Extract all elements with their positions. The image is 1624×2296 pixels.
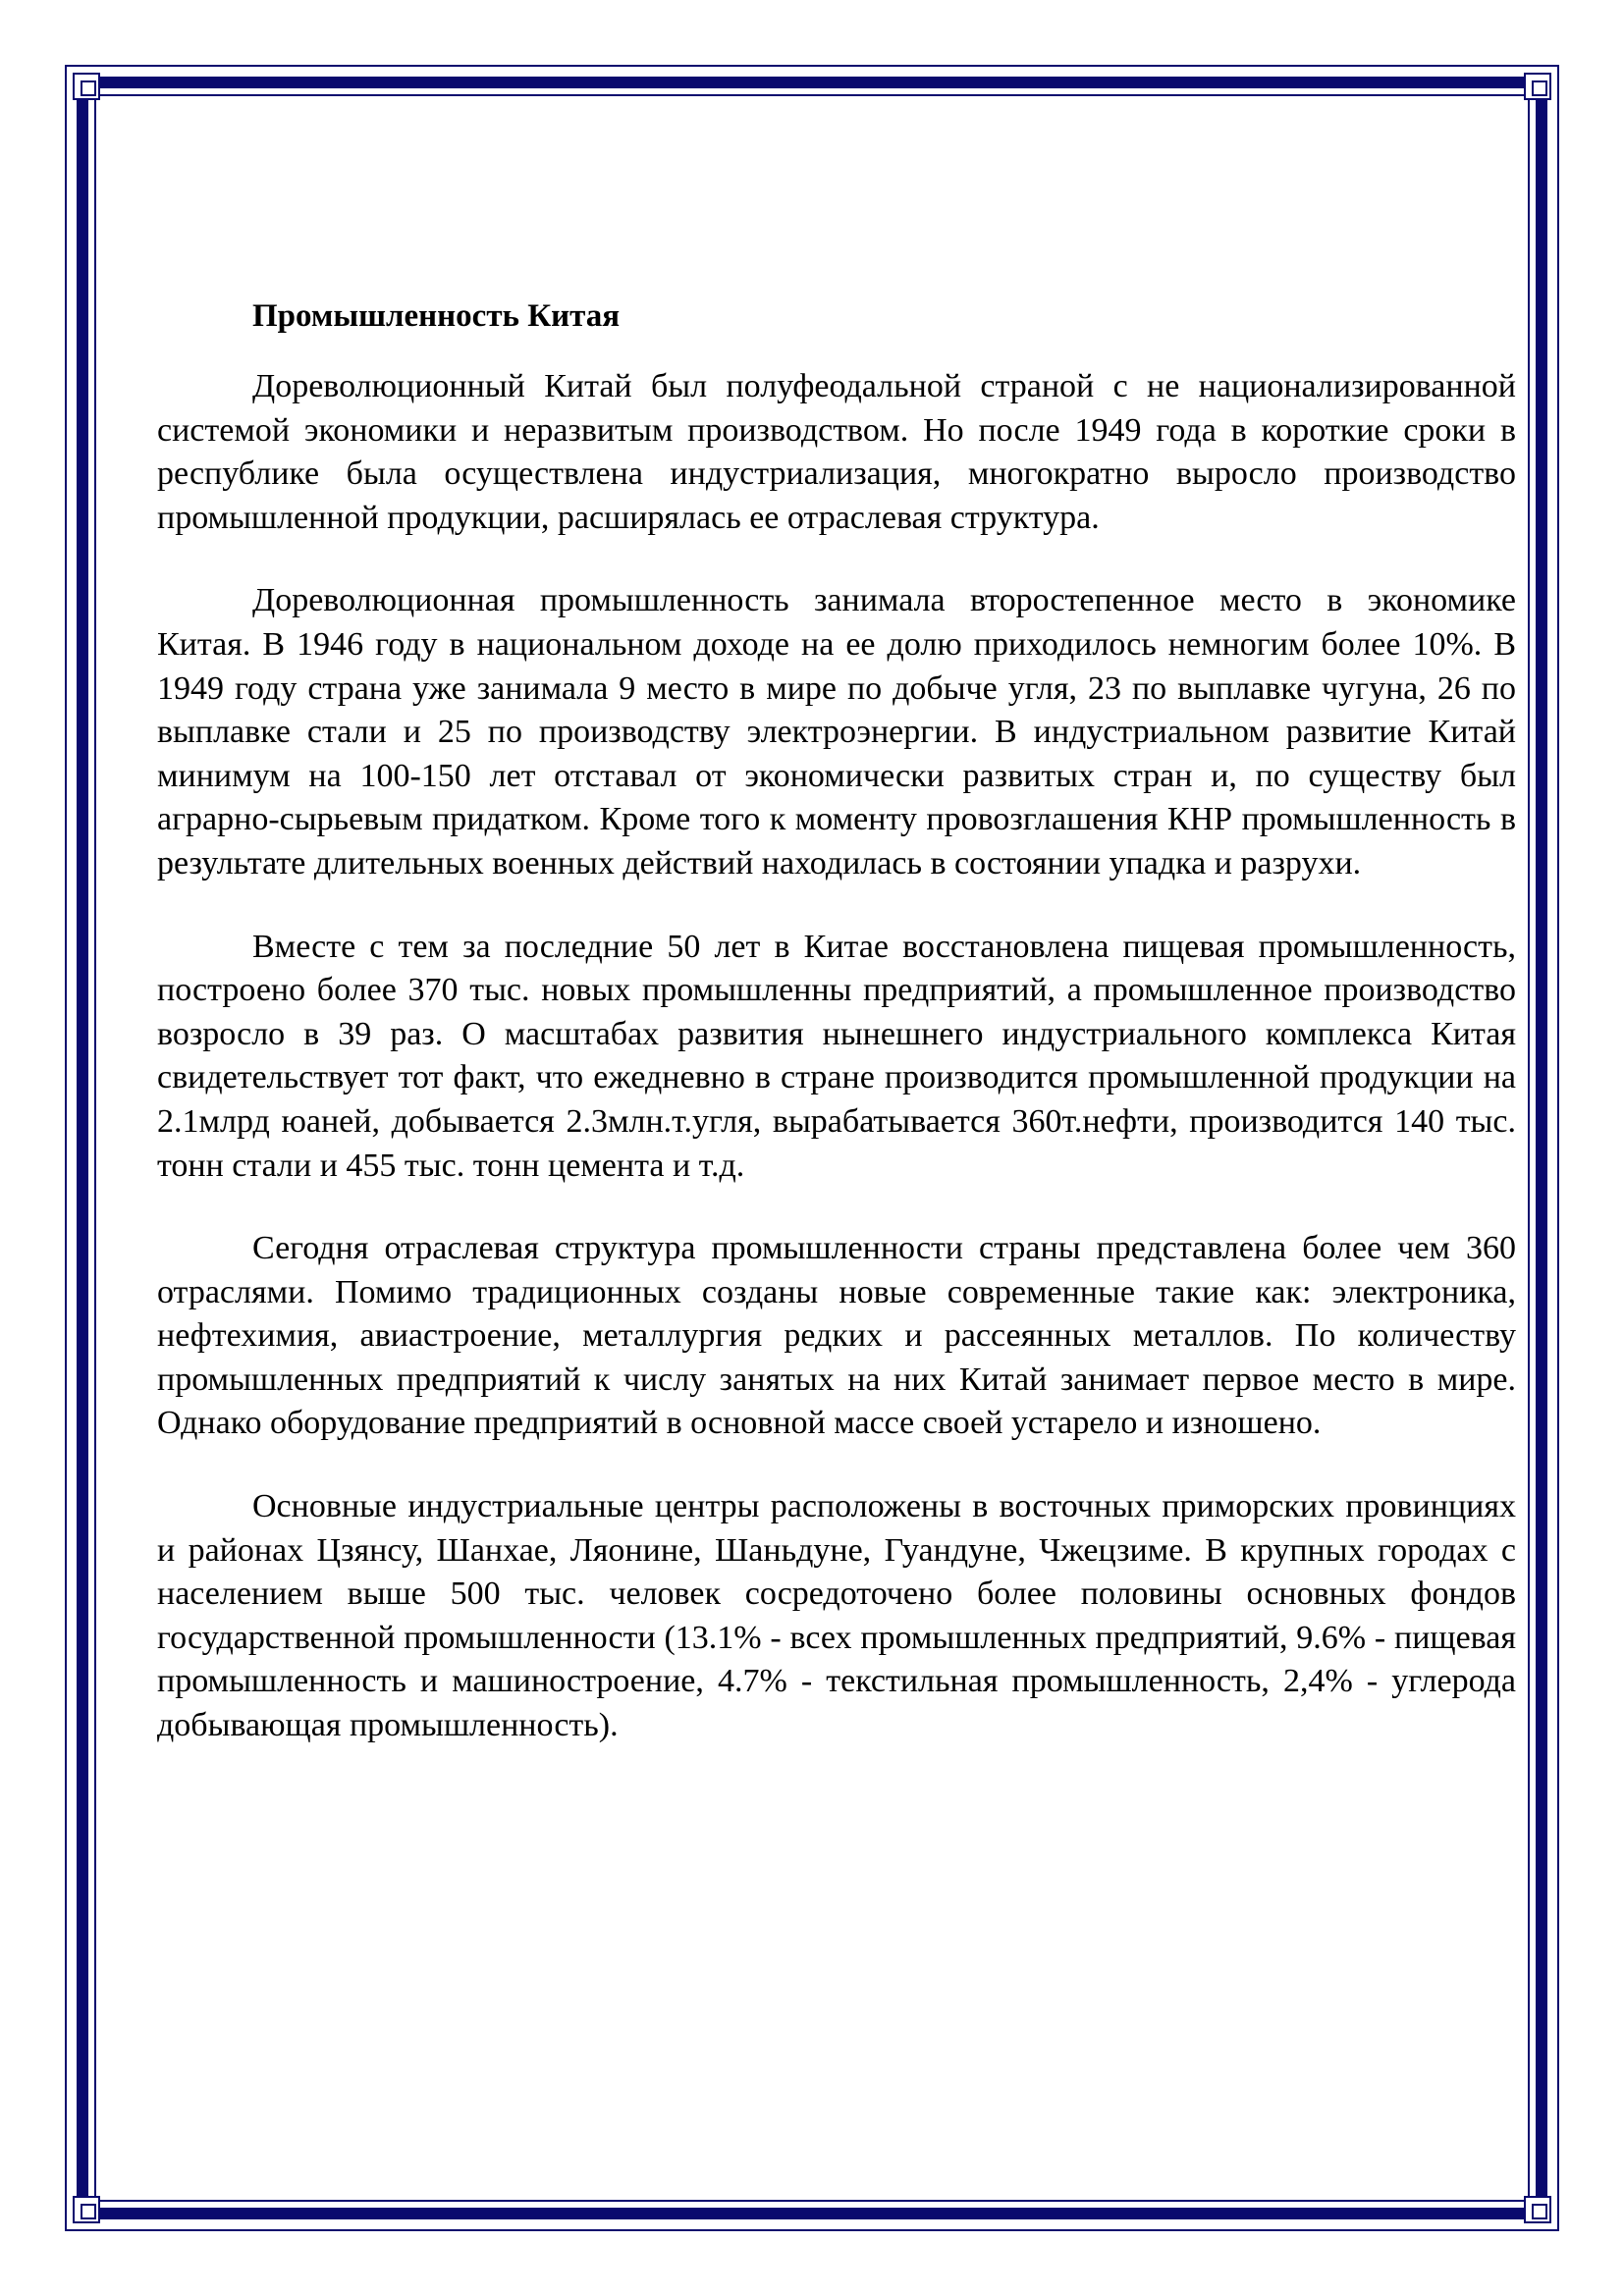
document-title: Промышленность Китая (252, 298, 621, 334)
paragraph-1: Дореволюционный Китай был полуфеодальной страной с не национализированной системой экономики и неразвитым производством. Но после 1949 года в короткие сроки в республике была осуществлена индустриализация, многократно выросло производство промышленной продукции, расширялась ее отраслевая структура. (157, 368, 1516, 536)
document-body (157, 294, 1516, 1788)
corner-ornament-bottom-right (1524, 2196, 1551, 2223)
paragraph-2: Дореволюционная промышленность занимала второстепенное место в экономике Китая. В 1946 году в национальном доходе на ее долю приходилось немногим более 10%. В 1949 году страна уже занимала 9 место в мире по добыче угля, 23 по выплавке чугуна, 26 по выплавке стали и 25 по производству электроэнергии. В индустриальном развитие Китай минимум на 100-150 лет отставал от экономически развитых стран и, по существу был аграрно-сырьевым придатком. Кроме того к моменту провозглашения КНР промышленность в результате длительных военных действий находилась в состоянии упадка и разрухи. (157, 582, 1516, 881)
corner-ornament-bottom-left (73, 2196, 100, 2223)
corner-ornament-top-left (73, 73, 100, 100)
corner-ornament-top-right (1524, 73, 1551, 100)
paragraph-3: Вместе с тем за последние 50 лет в Китае восстановлена пищевая промышленность, построено более 370 тыс. новых промышленны предприятий, а промышленное производство возросло в 39 раз. О масштабах развития нынешнего индустриального комплекса Китая свидетельствует тот факт, что ежедневно в стране производится промышленной продукции на 2.1млрд юаней, добывается 2.3млн.т.угля, вырабатывается 360т.нефти, производится 140 тыс. тонн стали и 455 тыс. тонн цемента и т.д. (157, 928, 1516, 1184)
paragraph-4: Сегодня отраслевая структура промышленности страны представлена более чем 360 отраслями. Помимо традиционных созданы новые современные такие как: электроника, нефтехимия, авиастроение, металлургия редких и рассеянных металлов. По количеству промышленных предприятий к числу занятых на них Китай занимает первое место в мире. Однако оборудование предприятий в основной массе своей устарело и изношено. (157, 1230, 1516, 1442)
paragraph-5: Основные индустриальные центры расположены в восточных приморских провинциях и районах Цзянсу, Шанхае, Ляонине, Шаньдуне, Гуандуне, Чжецзиме. В крупных городах с населением выше 500 тыс. человек сосредоточено более половины основных фондов государственной промышленности (13.1% - всех промышленных предприятий, 9.6% - пищевая промышленность и машиностроение, 4.7% - текстильная промышленность, 2,4% - углерода добывающая промышленность). (157, 1488, 1516, 1744)
